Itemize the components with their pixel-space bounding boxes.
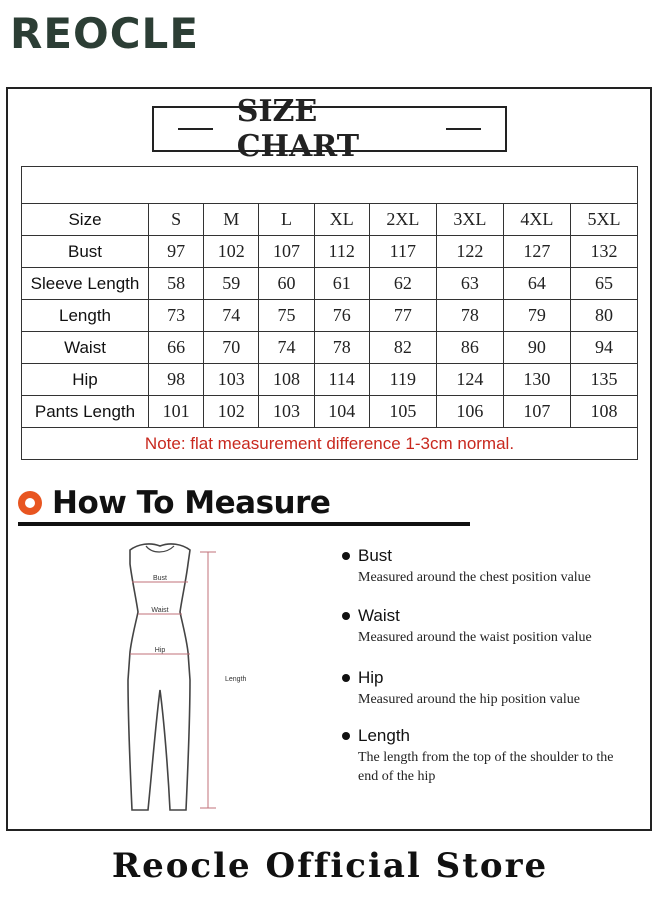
row-label-cell: Pants Length xyxy=(22,396,149,428)
measure-item-length xyxy=(342,726,628,786)
header-size-cell: 3XL xyxy=(436,204,503,236)
header-size-cell: M xyxy=(204,204,259,236)
measure-term: Hip xyxy=(358,668,384,687)
measure-item-bust xyxy=(342,546,591,587)
value-cell: 103 xyxy=(204,364,259,396)
value-cell: 74 xyxy=(204,300,259,332)
row-label-cell: Length xyxy=(22,300,149,332)
header-size-cell: XL xyxy=(314,204,369,236)
table-note-row xyxy=(22,428,638,460)
header-label-cell: Size xyxy=(22,204,149,236)
table-row xyxy=(22,396,638,428)
table-header-row xyxy=(22,204,638,236)
bullet-dot-icon xyxy=(342,552,350,560)
table-row xyxy=(22,332,638,364)
value-cell: 66 xyxy=(149,332,204,364)
value-cell: 102 xyxy=(204,236,259,268)
figure-label-hip: Hip xyxy=(154,647,166,654)
blank-cell xyxy=(22,167,638,204)
value-cell: 73 xyxy=(149,300,204,332)
value-cell: 62 xyxy=(369,268,436,300)
value-cell: 80 xyxy=(570,300,637,332)
header-size-cell: 5XL xyxy=(570,204,637,236)
value-cell: 74 xyxy=(259,332,314,364)
value-cell: 78 xyxy=(436,300,503,332)
value-cell: 60 xyxy=(259,268,314,300)
how-to-measure-title: How To Measure xyxy=(52,485,331,521)
value-cell: 75 xyxy=(259,300,314,332)
figure-label-waist: Waist xyxy=(151,607,169,614)
value-cell: 76 xyxy=(314,300,369,332)
measure-term: Bust xyxy=(358,546,393,565)
value-cell: 102 xyxy=(204,396,259,428)
value-cell: 104 xyxy=(314,396,369,428)
title-dash-right xyxy=(446,128,481,130)
measure-desc: Measured around the hip position value xyxy=(358,692,581,707)
row-label-cell: Sleeve Length xyxy=(22,268,149,300)
value-cell: 86 xyxy=(436,332,503,364)
value-cell: 114 xyxy=(314,364,369,396)
page-title: SIZE CHART xyxy=(236,94,360,164)
value-cell: 61 xyxy=(314,268,369,300)
table-row xyxy=(22,300,638,332)
size-chart-title-box xyxy=(152,94,507,164)
value-cell: 130 xyxy=(503,364,570,396)
value-cell: 94 xyxy=(570,332,637,364)
value-cell: 119 xyxy=(369,364,436,396)
value-cell: 64 xyxy=(503,268,570,300)
store-footer: Reocle Official Store xyxy=(111,846,549,886)
value-cell: 70 xyxy=(204,332,259,364)
neckline xyxy=(146,546,174,552)
value-cell: 108 xyxy=(570,396,637,428)
table-blank-row xyxy=(22,167,638,204)
value-cell: 98 xyxy=(149,364,204,396)
figure-label-length: Length xyxy=(225,676,247,683)
value-cell: 135 xyxy=(570,364,637,396)
value-cell: 124 xyxy=(436,364,503,396)
size-table xyxy=(21,166,638,460)
measure-item-hip xyxy=(342,668,580,709)
value-cell: 132 xyxy=(570,236,637,268)
bullet-dot-icon xyxy=(342,732,350,740)
value-cell: 122 xyxy=(436,236,503,268)
row-label-cell: Bust xyxy=(22,236,149,268)
jumpsuit-figure xyxy=(90,540,250,820)
value-cell: 103 xyxy=(259,396,314,428)
table-row xyxy=(22,236,638,268)
value-cell: 59 xyxy=(204,268,259,300)
value-cell: 112 xyxy=(314,236,369,268)
row-label-cell: Hip xyxy=(22,364,149,396)
value-cell: 106 xyxy=(436,396,503,428)
header-size-cell: S xyxy=(149,204,204,236)
value-cell: 90 xyxy=(503,332,570,364)
measure-desc: The length from the top of the shoulder to the end of the hip xyxy=(358,750,614,784)
heading-underline xyxy=(18,522,470,526)
orange-circle-icon xyxy=(18,491,42,515)
figure-label-bust: Bust xyxy=(152,575,168,582)
value-cell: 65 xyxy=(570,268,637,300)
how-to-measure-heading xyxy=(18,485,330,521)
value-cell: 107 xyxy=(259,236,314,268)
value-cell: 101 xyxy=(149,396,204,428)
figure-outline xyxy=(128,544,190,810)
value-cell: 117 xyxy=(369,236,436,268)
value-cell: 105 xyxy=(369,396,436,428)
table-row xyxy=(22,268,638,300)
measure-desc: Measured around the waist position value xyxy=(358,630,592,645)
measure-item-waist xyxy=(342,606,592,647)
title-dash-left xyxy=(178,128,213,130)
header-size-cell: L xyxy=(259,204,314,236)
value-cell: 107 xyxy=(503,396,570,428)
value-cell: 127 xyxy=(503,236,570,268)
value-cell: 108 xyxy=(259,364,314,396)
value-cell: 82 xyxy=(369,332,436,364)
header-size-cell: 2XL xyxy=(369,204,436,236)
value-cell: 79 xyxy=(503,300,570,332)
value-cell: 58 xyxy=(149,268,204,300)
value-cell: 97 xyxy=(149,236,204,268)
header-size-cell: 4XL xyxy=(503,204,570,236)
measure-term: Waist xyxy=(358,606,400,625)
logo-text: REOCLE xyxy=(10,9,200,58)
brand-logo xyxy=(10,9,200,58)
value-cell: 78 xyxy=(314,332,369,364)
bullet-dot-icon xyxy=(342,674,350,682)
value-cell: 77 xyxy=(369,300,436,332)
measure-desc: Measured around the chest position value xyxy=(358,570,591,585)
row-label-cell: Waist xyxy=(22,332,149,364)
bullet-dot-icon xyxy=(342,612,350,620)
note-text: Note: flat measurement difference 1-3cm normal. xyxy=(22,428,638,460)
measure-term: Length xyxy=(358,726,410,745)
value-cell: 63 xyxy=(436,268,503,300)
table-row xyxy=(22,364,638,396)
